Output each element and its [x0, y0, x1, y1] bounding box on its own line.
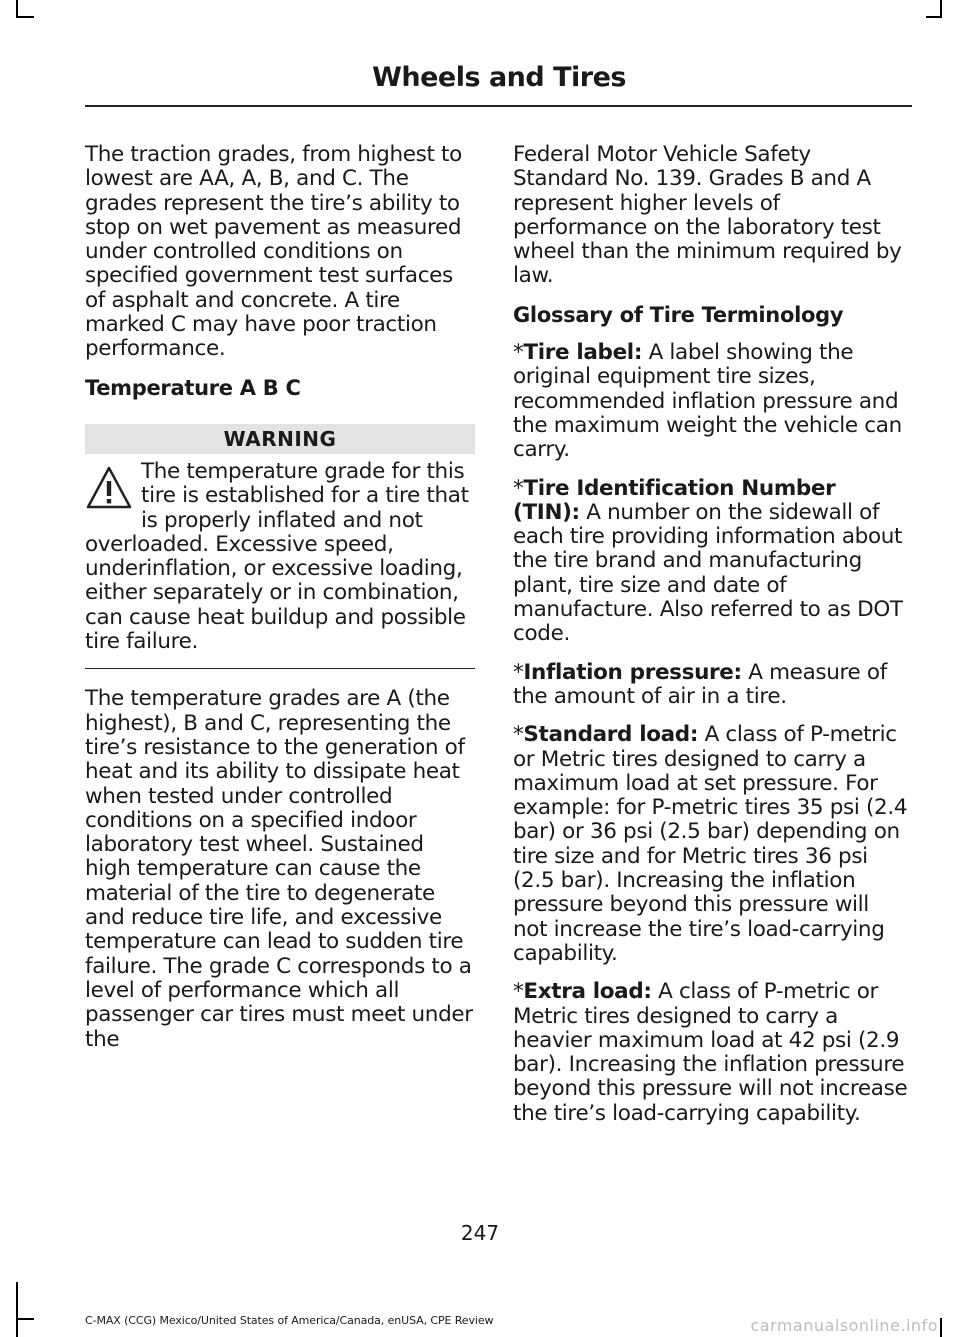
glossary-term: Tire Identification Number (TIN): [513, 475, 836, 525]
glossary-term: Extra load: [523, 979, 652, 1005]
warning-triangle-icon [85, 464, 133, 512]
header-rule [85, 105, 912, 107]
left-column [85, 143, 475, 1052]
glossary-definition: A class of P-metric or Metric tires designed to carry a maximum load at set pressure. For example: for P-metric tires 35 psi (2.4 bar) or 36 psi (2.5 bar) depending on tire size and for Metric tires 36 psi (2.5 bar). Increasing the inflation pressure beyond this pressure will not increase the tire’s load-carrying capability. [513, 722, 908, 966]
page-number: 247 [460, 1221, 500, 1245]
warning-banner: WARNING [85, 424, 475, 454]
warning-box [85, 460, 475, 654]
right-column [513, 143, 908, 1126]
glossary-term: Tire label: [523, 340, 643, 366]
glossary-definition: A measure of the amount of air in a tire. [513, 659, 887, 709]
glossary-definition: A number on the sidewall of each tire providing information about the tire brand and manufacturing plant, tire size and date of manufacture. Also referred to as DOT code. [513, 499, 903, 647]
glossary-prefix: * [513, 722, 524, 748]
glossary-term: Inflation pressure: [523, 659, 742, 685]
glossary-prefix: * [513, 979, 524, 1005]
crop-mark [940, 1318, 942, 1337]
glossary-entry [513, 341, 908, 462]
watermark: carmanualsonline.info [750, 1316, 938, 1335]
crop-mark [926, 16, 942, 18]
glossary-definition: A class of P-metric or Metric tires designed to carry a heavier maximum load at 42 psi (2.9 bar). Increasing the inflation pressure beyond this pressure will not increase the tire’s load-carrying capability. [513, 979, 908, 1126]
page-title: Wheels and Tires [372, 62, 626, 93]
paragraph-temperature-grades: The temperature grades are A (the highest), B and C, representing the tire’s resistance to the generation of heat and its ability to dissipate heat when tested under controlled conditions on a specified indoor laboratory test wheel. Sustained high temperature can cause the material of the tire to degenerate and reduce tire life, and excessive temperature can lead to sudden tire failure. The grade C corresponds to a level of performance which all passenger car tires must meet under the [85, 686, 473, 1052]
paragraph-fmvss: Federal Motor Vehicle Safety Standard No. 139. Grades B and A represent higher levels of performance on the laboratory test wheel than the minimum required by law. [513, 142, 902, 289]
subheading-temperature: Temperature A B C [85, 375, 301, 400]
glossary-entry [513, 661, 908, 710]
subheading-glossary: Glossary of Tire Terminology [513, 302, 844, 327]
glossary-prefix: * [513, 659, 524, 685]
glossary-entry [513, 477, 908, 647]
crop-mark [16, 1318, 34, 1320]
crop-mark [16, 16, 34, 18]
warning-divider [85, 668, 475, 669]
glossary-definition: A label showing the original equipment tire sizes, recommended inflation pressure and the maximum weight the vehicle can carry. [513, 340, 902, 463]
glossary-prefix: * [513, 475, 524, 501]
glossary-entry [513, 723, 908, 966]
crop-mark [16, 1282, 18, 1337]
warning-text: The temperature grade for this tire is established for a tire that is properly inflated and not overloaded. Excessive speed, underinflation, or excessive loading, either separately or in combination, can cause heat buildup and possible tire failure. [85, 458, 469, 655]
glossary-prefix: * [513, 340, 524, 366]
paragraph-traction: The traction grades, from highest to lowest are AA, A, B, and C. The grades represent the tire’s ability to stop on wet pavement as measured under controlled conditions on specified government test surfaces of asphalt and concrete. A tire marked C may have poor traction performance. [85, 142, 462, 362]
glossary-entry [513, 980, 908, 1126]
glossary-term: Standard load: [523, 722, 699, 748]
footer-text: C-MAX (CCG) Mexico/United States of America/Canada, enUSA, CPE Review [85, 1314, 494, 1327]
